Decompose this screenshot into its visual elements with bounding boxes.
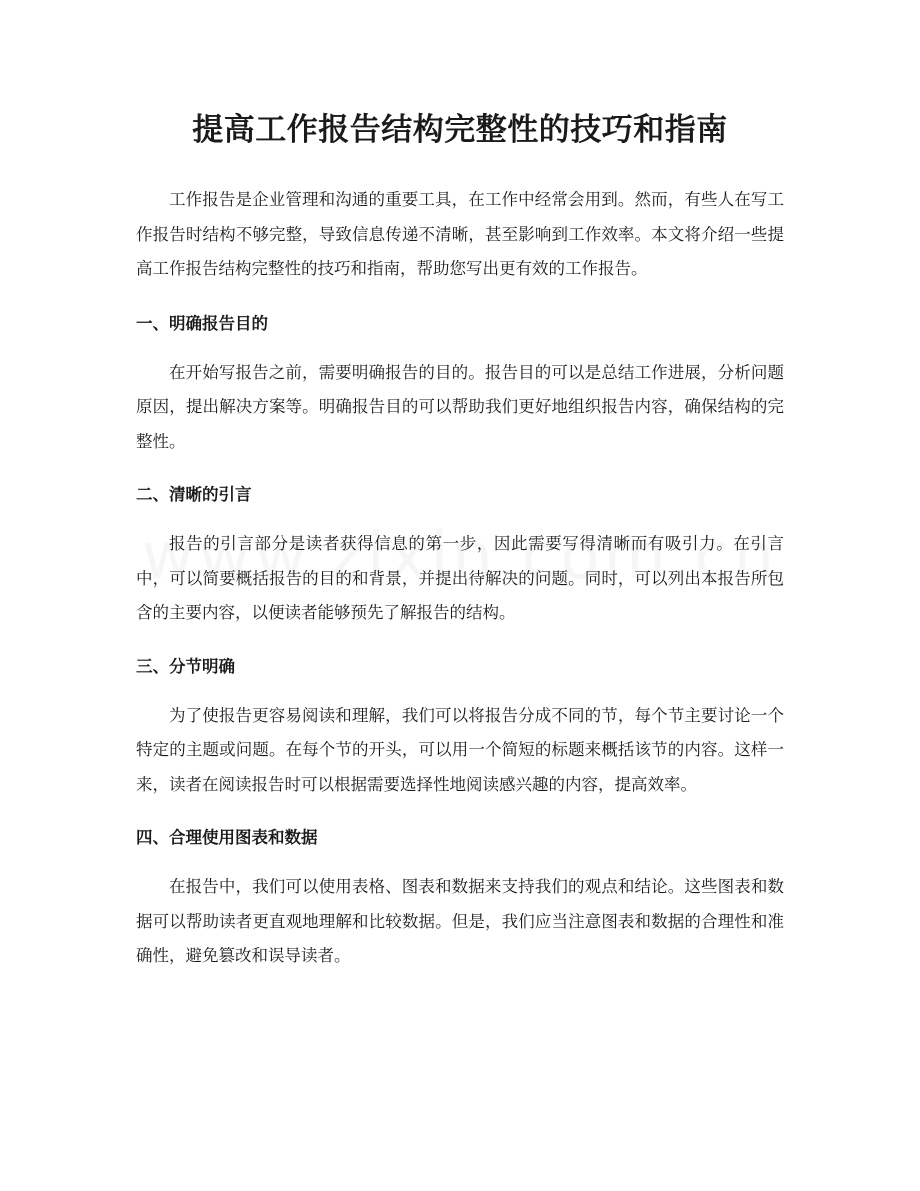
section-body-2: 报告的引言部分是读者获得信息的第一步，因此需要写得清晰而有吸引力。在引言中，可以简要概括报告的目的和背景，并提出待解决的问题。同时，可以列出本报告所包含的主要内容，以便读者能够预先了解报告的结构。 — [136, 534, 784, 622]
section-body-3: 为了使报告更容易阅读和理解，我们可以将报告分成不同的节，每个节主要讨论一个特定的主题或问题。在每个节的开头，可以用一个简短的标题来概括该节的内容。这样一来，读者在阅读报告时可以根据需要选择性地阅读感兴趣的内容，提高效率。 — [136, 705, 784, 794]
section-heading-4: 四、合理使用图表和数据 — [136, 828, 318, 847]
section-heading-1: 一、明确报告目的 — [136, 313, 268, 333]
document-body — [136, 183, 784, 974]
section-heading-3: 三、分节明确 — [136, 656, 235, 676]
page-title: 提高工作报告结构完整性的技巧和指南 — [192, 112, 728, 148]
intro-paragraph: 工作报告是企业管理和沟通的重要工具，在工作中经常会用到。然而，有些人在写工作报告时结构不够完整，导致信息传递不清晰，甚至影响到工作效率。本文将介绍一些提高工作报告结构完整性的技巧和指南，帮助您写出更有效的工作报告。 — [136, 190, 784, 278]
section-body-4: 在报告中，我们可以使用表格、图表和数据来支持我们的观点和结论。这些图表和数据可以帮助读者更直观地理解和比较数据。但是，我们应当注意图表和数据的合理性和准确性，避免篡改和误导读者。 — [136, 877, 784, 965]
section-body-1: 在开始写报告之前，需要明确报告的目的。报告目的可以是总结工作进展，分析问题原因，提出解决方案等。明确报告目的可以帮助我们更好地组织报告内容，确保结构的完整性。 — [136, 362, 784, 451]
section-heading-2: 二、清晰的引言 — [136, 485, 252, 504]
